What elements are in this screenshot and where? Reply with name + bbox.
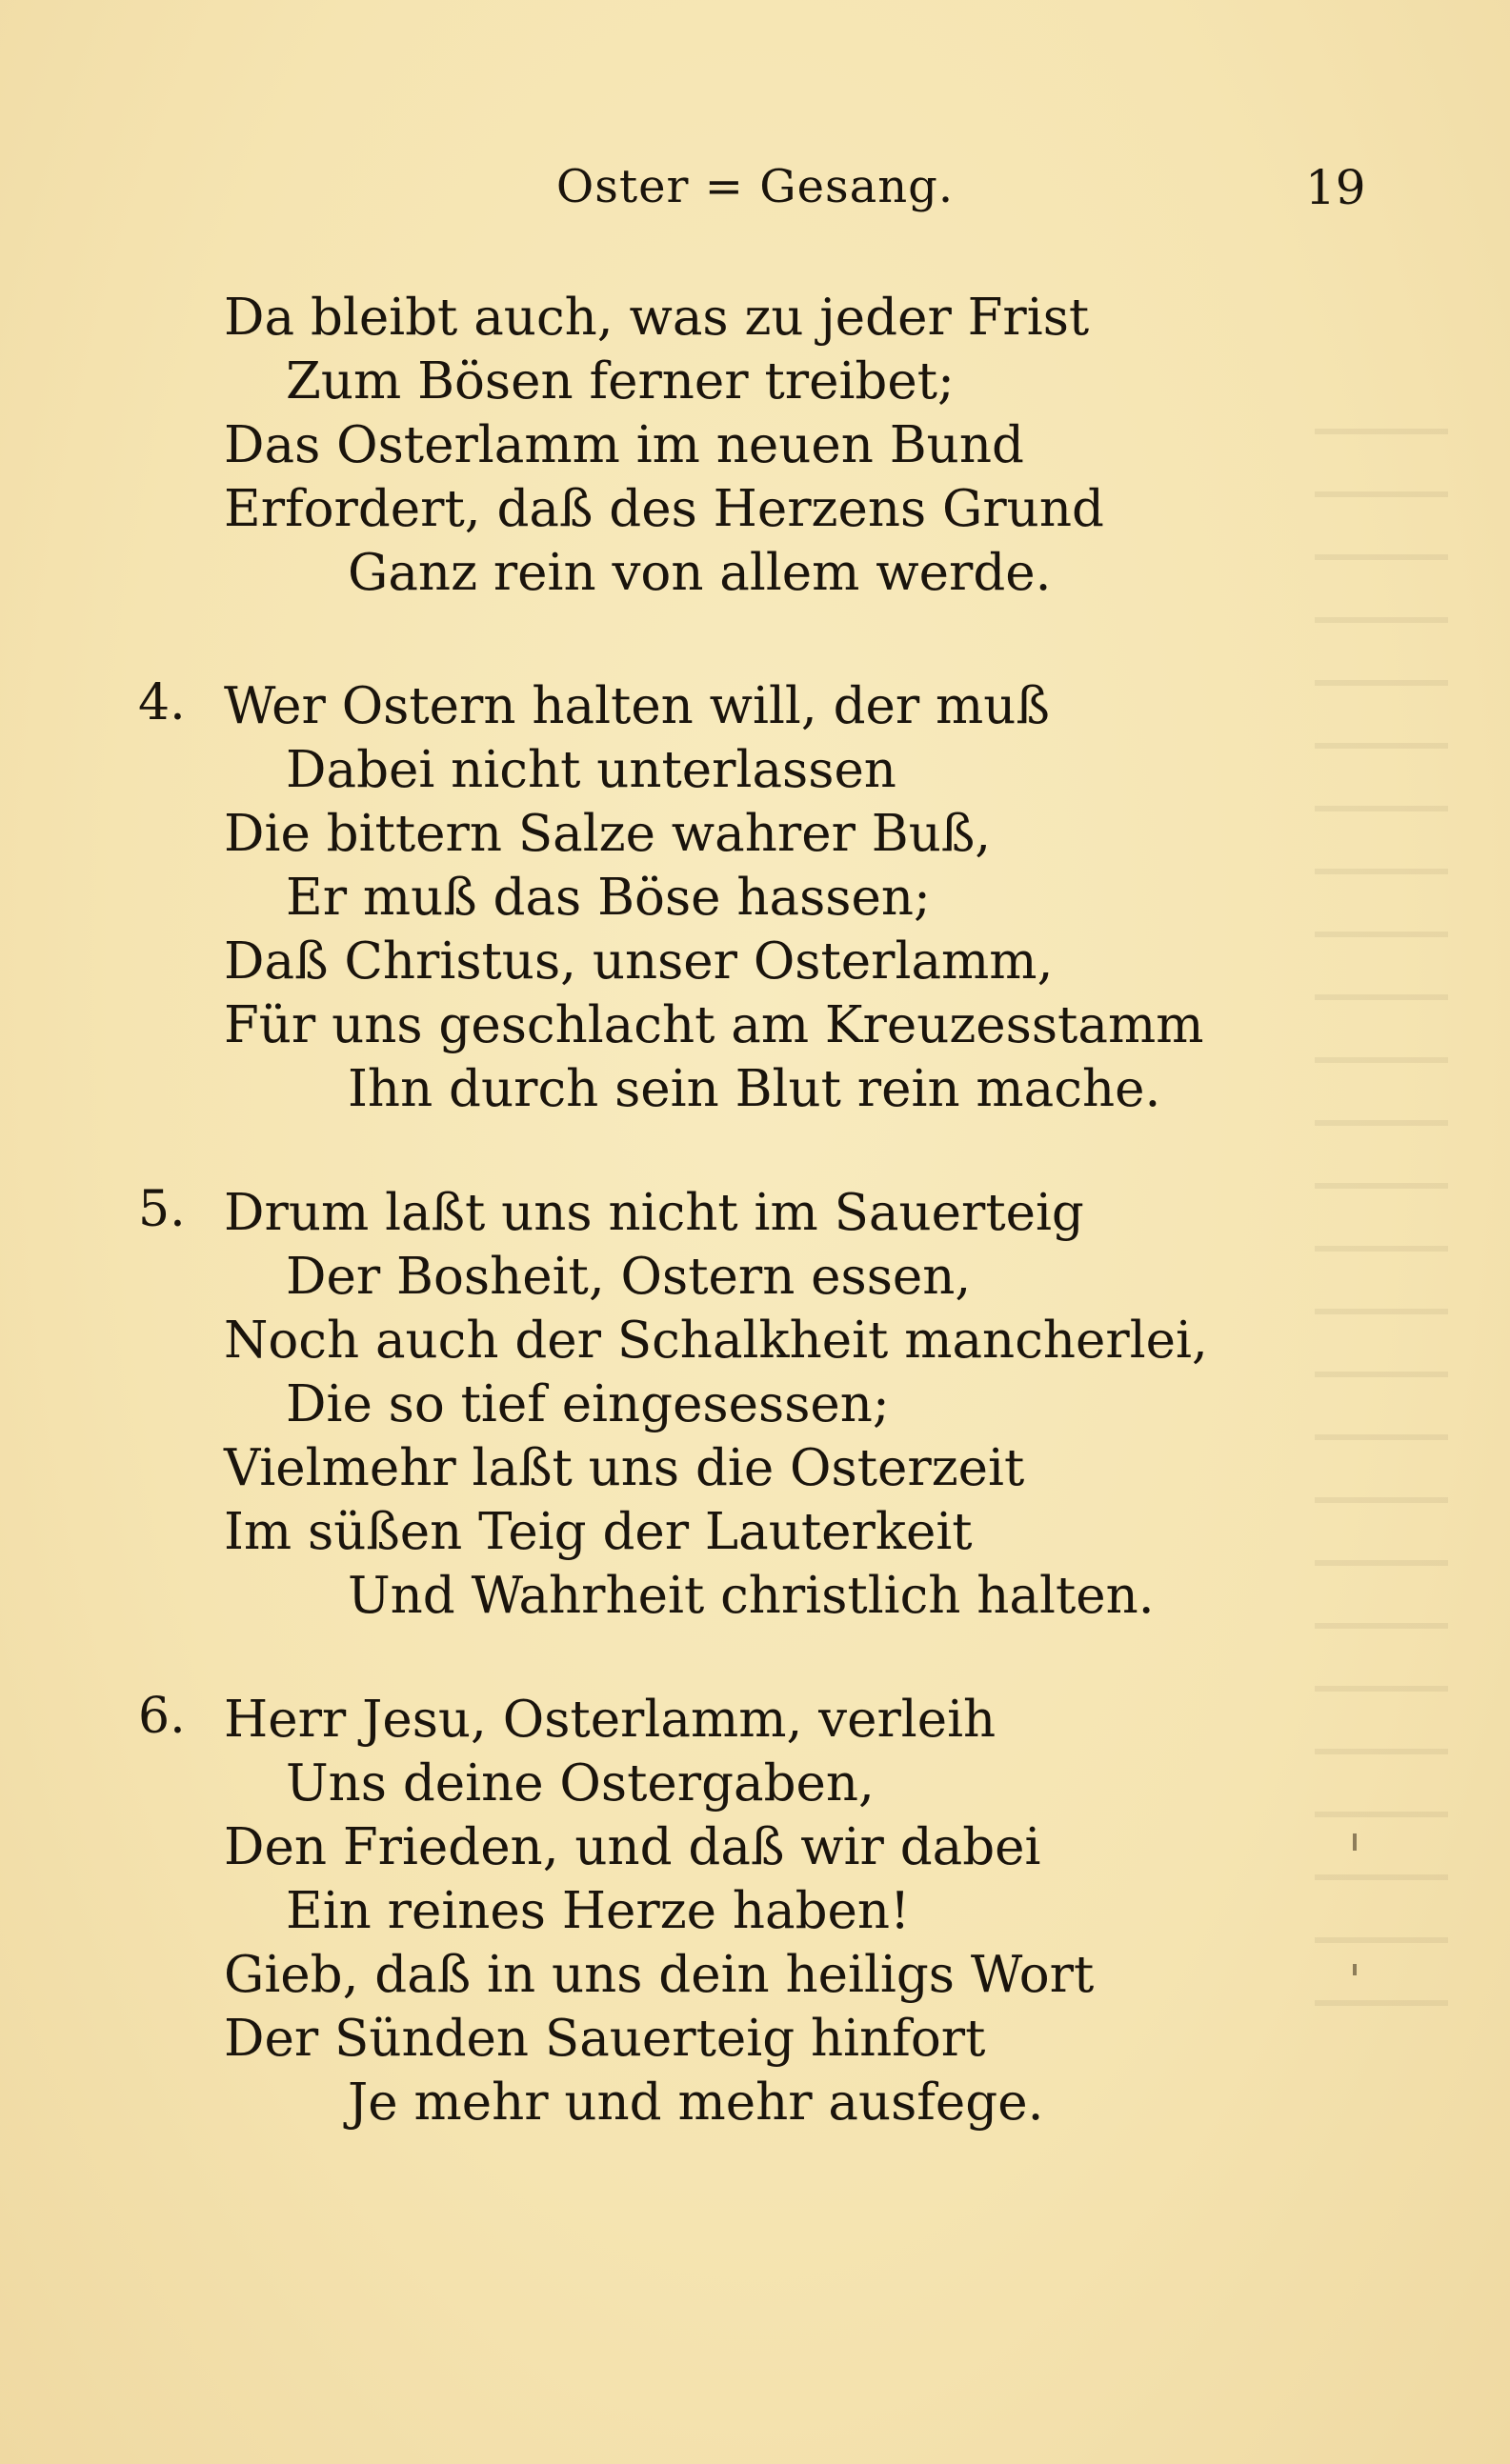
verse-line: Der Sünden Sauerteig hinfort xyxy=(224,2010,986,2068)
verse-line: Ihn durch sein Blut rein mache. xyxy=(348,1060,1161,1118)
verse-line: Ein reines Herze haben! xyxy=(286,1882,911,1940)
verse-line: Er muß das Böse hassen; xyxy=(286,869,931,927)
running-title: Oster = Gesang. xyxy=(555,160,955,213)
verse-6 xyxy=(0,1688,1510,2134)
verse-line: Für uns geschlacht am Kreuzesstamm xyxy=(224,996,1204,1054)
verse-line: Und Wahrheit christlich halten. xyxy=(348,1567,1155,1625)
verse-number: 6. xyxy=(138,1688,186,1745)
verse-line: Gieb, daß in uns dein heiligs Wort xyxy=(224,1946,1095,2004)
verse-line: Der Bosheit, Ostern essen, xyxy=(286,1248,972,1306)
verse-line: Dabei nicht unterlassen xyxy=(286,741,896,799)
verse-line: Daß Christus, unser Osterlamm, xyxy=(224,932,1054,991)
verse-line: Herr Jesu, Osterlamm, verleih xyxy=(224,1691,997,1749)
page-number: 19 xyxy=(1305,160,1366,215)
verse-line: Das Osterlamm im neuen Bund xyxy=(224,416,1024,474)
verse-line: Zum Bösen ferner treibet; xyxy=(286,352,955,411)
verse-line: Erfordert, daß des Herzens Grund xyxy=(224,480,1104,538)
verse-line: Die bittern Salze wahrer Buß, xyxy=(224,805,992,863)
verse-continuation xyxy=(0,286,1510,605)
verse-line: Drum laßt uns nicht im Sauerteig xyxy=(224,1184,1084,1242)
verse-number: 4. xyxy=(138,674,186,731)
verse-line: Die so tief eingesessen; xyxy=(286,1375,890,1433)
verse-line: Uns deine Ostergaben, xyxy=(286,1754,875,1813)
verse-number: 5. xyxy=(138,1181,186,1238)
verse-line: Ganz rein von allem werde. xyxy=(348,544,1052,602)
verse-line: Da bleibt auch, was zu jeder Frist xyxy=(224,289,1090,347)
verse-5 xyxy=(0,1181,1510,1628)
verse-line: Noch auch der Schalkheit mancherlei, xyxy=(224,1312,1208,1370)
verse-line: Den Frieden, und daß wir dabei xyxy=(224,1818,1041,1876)
verse-line: Wer Ostern halten will, der muß xyxy=(224,677,1050,735)
verse-4 xyxy=(0,674,1510,1121)
verse-line: Je mehr und mehr ausfege. xyxy=(348,2073,1044,2132)
verse-line: Im süßen Teig der Lauterkeit xyxy=(224,1503,973,1561)
verse-line: Vielmehr laßt uns die Osterzeit xyxy=(224,1439,1025,1497)
